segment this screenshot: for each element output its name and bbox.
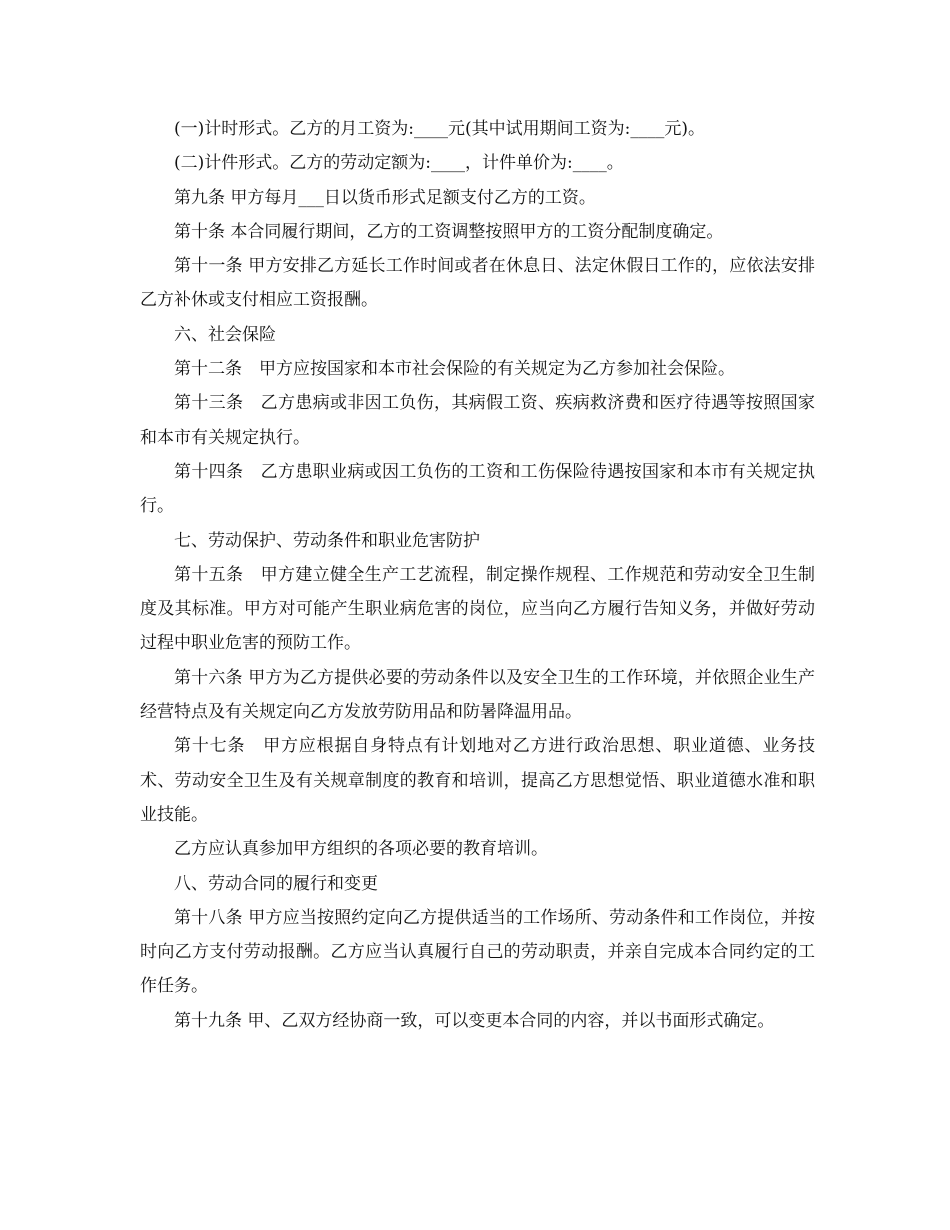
paragraph-article-12: 第十二条 甲方应按国家和本市社会保险的有关规定为乙方参加社会保险。 bbox=[174, 359, 735, 380]
section-heading-labor-protection: 七、劳动保护、劳动条件和职业危害防护 bbox=[174, 530, 480, 551]
paragraph-hourly-wage: (一)计时形式。乙方的月工资为:____元(其中试用期间工资为:____元)。 bbox=[174, 119, 705, 139]
paragraph-article-9: 第九条 甲方每月___日以货币形式足额支付乙方的工资。 bbox=[174, 187, 596, 208]
paragraph-article-17: 第十七条 甲方应根据自身特点有计划地对乙方进行政治思想、职业道德、业务技术、劳动安全卫生及有关规章制度的教育和培训，提高乙方思想觉悟、职业道德水准和职业技能。 bbox=[140, 736, 815, 825]
paragraph-article-19: 第十九条 甲、乙双方经协商一致，可以变更本合同的内容，并以书面形式确定。 bbox=[174, 1010, 775, 1031]
paragraph-article-16: 第十六条 甲方为乙方提供必要的劳动条件以及安全卫生的工作环境，并依照企业生产经营特点及有关规定向乙方发放劳防用品和防暑降温用品。 bbox=[140, 667, 815, 723]
paragraph-article-10: 第十条 本合同履行期间，乙方的工资调整按照甲方的工资分配制度确定。 bbox=[174, 221, 724, 242]
paragraph-article-11: 第十一条 甲方安排乙方延长工作时间或者在休息日、法定休假日工作的，应依法安排乙方补休或支付相应工资报酬。 bbox=[140, 256, 815, 311]
paragraph-article-14: 第十四条 乙方患职业病或因工负伤的工资和工伤保险待遇按国家和本市有关规定执行。 bbox=[140, 461, 815, 517]
paragraph-article-13: 第十三条 乙方患病或非因工负伤，其病假工资、疾病救济费和医疗待遇等按照国家和本市有关规定执行。 bbox=[140, 393, 815, 448]
section-heading-contract-performance: 八、劳动合同的履行和变更 bbox=[174, 873, 378, 894]
paragraph-training-note: 乙方应认真参加甲方组织的各项必要的教育培训。 bbox=[174, 839, 548, 860]
paragraph-article-18: 第十八条 甲方应当按照约定向乙方提供适当的工作场所、劳动条件和工作岗位，并按时向乙方支付劳动报酬。乙方应当认真履行自己的劳动职责，并亲自完成本合同约定的工作任务。 bbox=[140, 907, 815, 997]
paragraph-piece-rate: (二)计件形式。乙方的劳动定额为:____，计件单价为:____。 bbox=[174, 153, 624, 174]
paragraph-article-15: 第十五条 甲方建立健全生产工艺流程，制定操作规程、工作规范和劳动安全卫生制度及其标准。甲方对可能产生职业病危害的岗位，应当向乙方履行告知义务，并做好劳动过程中职业危害的预防工作。 bbox=[140, 564, 815, 654]
document-body bbox=[140, 112, 815, 1038]
section-heading-social-insurance: 六、社会保险 bbox=[174, 324, 276, 345]
